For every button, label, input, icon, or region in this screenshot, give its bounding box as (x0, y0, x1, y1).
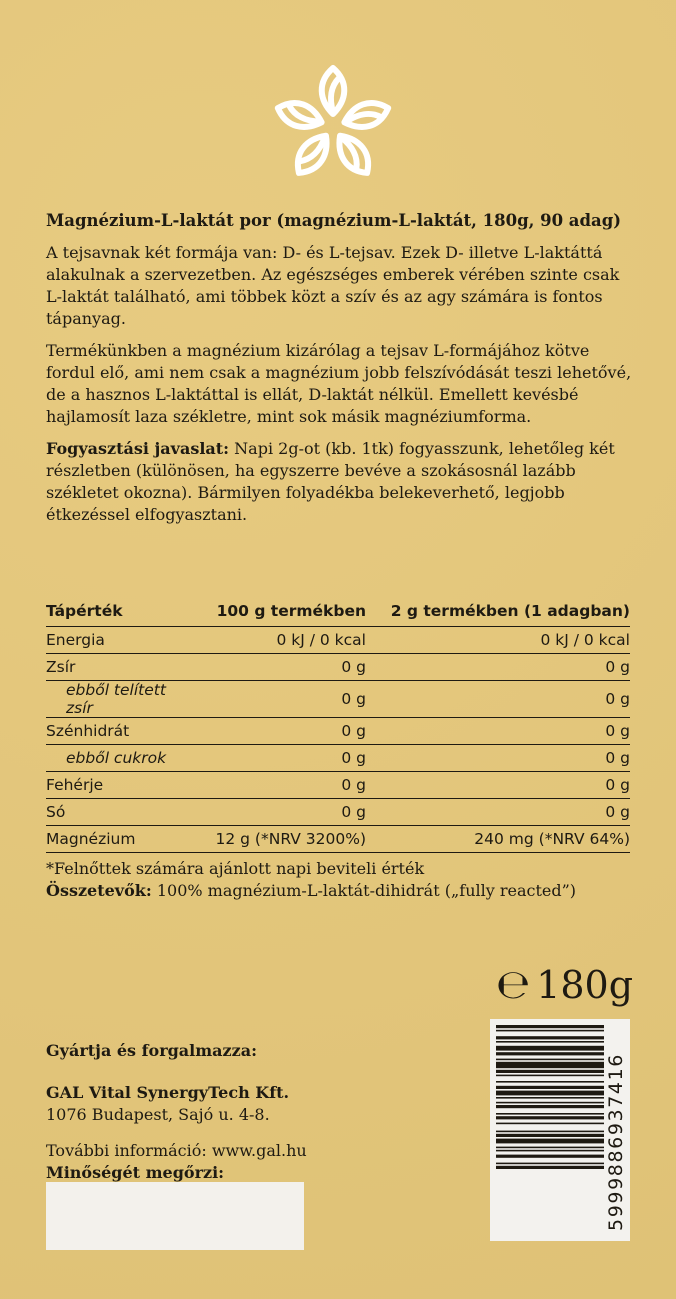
barcode-bar (496, 1147, 604, 1149)
header-nutrient: Tápérték (46, 600, 186, 627)
barcode-bar (496, 1163, 604, 1165)
nutrient-per-serving: 0 g (366, 799, 630, 826)
barcode-bar (496, 1046, 604, 1051)
nutrient-per-100g: 0 kJ / 0 kcal (186, 627, 366, 654)
paragraph-lactate-forms: A tejsavnak két formája van: D- és L-tejsav. Ezek D- illetve L-laktáttá alakulnak a szervezetben. Az egészséges emberek vérében szinte csak L-laktát található, ami többek közt a szív és az agy számára is fontos tápanyag. (46, 243, 620, 328)
table-row (46, 745, 630, 772)
best-before-label: Minőségét megőrzi: (46, 1163, 225, 1182)
table-row (46, 826, 630, 853)
nutrient-per-100g: 0 g (186, 745, 366, 772)
nutrient-name: Fehérje (46, 772, 186, 799)
footnotes (46, 858, 646, 902)
barcode-bar (496, 1081, 604, 1083)
barcode-bar (496, 1036, 604, 1039)
barcode-bar (496, 1102, 604, 1104)
barcode-bar (496, 1105, 604, 1108)
nutrient-per-serving: 0 g (366, 681, 630, 718)
company-address: 1076 Budapest, Sajó u. 4-8. (46, 1105, 270, 1124)
barcode-bar (496, 1166, 604, 1169)
table-row (46, 718, 630, 745)
barcode (490, 1019, 630, 1241)
table-row (46, 799, 630, 826)
usage-text: Napi 2g-ot (kb. 1tk) fogyasszunk, lehetőleg két részletben (különösen, ha egyszerre bevéve a szokásosnál lazább székletet okozna). Bármilyen folyadékba belekeverhető, legjobb étkezéssel elfogyasztani. (46, 439, 615, 524)
nutrient-name: ebből telített zsír (46, 681, 186, 718)
nutrient-per-100g: 0 g (186, 654, 366, 681)
nutrition-header-row (46, 600, 630, 627)
nutrient-name: Szénhidrát (46, 718, 186, 745)
nutrient-per-100g: 12 g (*NRV 3200%) (186, 826, 366, 853)
ingredients (46, 880, 646, 902)
ingredients-text: 100% magnézium-L-laktát-dihidrát („fully reacted”) (151, 881, 577, 900)
nrv-footnote: *Felnőttek számára ajánlott napi beviteli érték (46, 859, 425, 878)
product-title: Magnézium-L-laktát por (magnézium-L-laktát, 180g, 90 adag) (46, 211, 622, 230)
nutrition-table (46, 600, 630, 853)
nutrient-per-100g: 0 g (186, 772, 366, 799)
table-row (46, 627, 630, 654)
barcode-svg (490, 1019, 630, 1241)
nutrient-per-serving: 0 g (366, 772, 630, 799)
ingredients-label: Összetevők: (46, 881, 152, 900)
estimated-sign-icon: ℮ (496, 962, 531, 1008)
barcode-bar (496, 1086, 604, 1089)
best-before-stamp-area (46, 1182, 304, 1250)
nutrient-name: Zsír (46, 654, 186, 681)
manufacturer-label: Gyártja és forgalmazza: (46, 1041, 257, 1060)
barcode-bar (496, 1116, 604, 1119)
barcode-bar (496, 1113, 604, 1115)
barcode-bar (496, 1030, 604, 1032)
usage-label: Fogyasztási javaslat: (46, 439, 230, 458)
table-row (46, 681, 630, 718)
barcode-bar (496, 1097, 604, 1099)
barcode-bar (496, 1131, 604, 1133)
barcode-bar (496, 1150, 604, 1152)
table-row (46, 772, 630, 799)
manufacturer-info (46, 1040, 466, 1184)
barcode-bar (496, 1123, 604, 1125)
nutrient-per-serving: 0 g (366, 745, 630, 772)
company-name: GAL Vital SynergyTech Kft. (46, 1083, 290, 1102)
barcode-bar (496, 1052, 604, 1055)
barcode-bars (496, 1025, 604, 1169)
weight-value: 180g (536, 963, 634, 1007)
header-per-serving: 2 g termékben (1 adagban) (366, 600, 630, 627)
barcode-bar (496, 1075, 604, 1077)
nutrient-name: ebből cukrok (46, 745, 186, 772)
barcode-bar (496, 1059, 604, 1061)
paragraph-product-info: Termékünkben a magnézium kizárólag a tejsav L-formájához kötve fordul elő, ami nem csak a magnézium jobb felszívódását teszi lehetővé, de a hasznos L-laktáttal is ellát, D-laktát nélkül. Emellett kevésbé hajlamosít laza székletre, mint sok másik magnéziumforma. (46, 341, 632, 426)
barcode-bar (496, 1155, 604, 1158)
nutrient-per-serving: 0 kJ / 0 kcal (366, 627, 630, 654)
more-info: További információ: www.gal.hu (46, 1141, 307, 1160)
nutrient-per-100g: 0 g (186, 718, 366, 745)
barcode-bar (496, 1025, 604, 1028)
paragraph-usage (46, 438, 636, 526)
nutrient-per-serving: 240 mg (*NRV 64%) (366, 826, 630, 853)
nutrient-per-serving: 0 g (366, 654, 630, 681)
barcode-bar (496, 1139, 604, 1144)
net-weight (496, 960, 636, 1010)
barcode-bar (496, 1091, 604, 1096)
nutrient-name: Magnézium (46, 826, 186, 853)
nutrient-per-100g: 0 g (186, 799, 366, 826)
nutrient-name: Energia (46, 627, 186, 654)
nutrient-name: Só (46, 799, 186, 826)
barcode-bar (496, 1070, 604, 1073)
barcode-digits: 5999886937416 (605, 1053, 627, 1231)
nutrient-per-serving: 0 g (366, 718, 630, 745)
table-row (46, 654, 630, 681)
barcode-bar (496, 1062, 604, 1068)
flower-logo-icon (268, 58, 398, 188)
header-per-100g: 100 g termékben (186, 600, 366, 627)
barcode-bar (496, 1041, 604, 1043)
description (46, 210, 636, 536)
nutrient-per-100g: 0 g (186, 681, 366, 718)
barcode-bar (496, 1134, 604, 1137)
